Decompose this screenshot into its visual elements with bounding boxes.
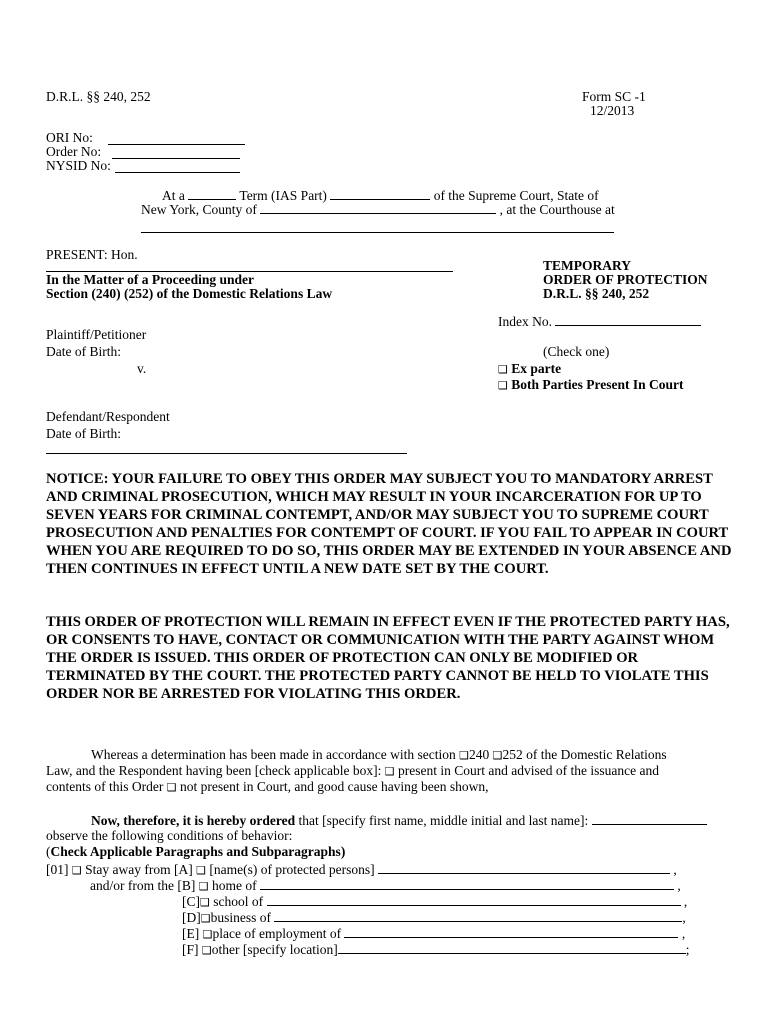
text: that [specify first name, middle initial and last name]: bbox=[298, 813, 589, 828]
courthouse-field[interactable] bbox=[141, 232, 614, 233]
court-line-1 bbox=[162, 188, 599, 203]
ori-label: ORI No: bbox=[46, 130, 93, 145]
text: At a bbox=[162, 188, 185, 203]
text: [E] bbox=[182, 926, 200, 941]
text: home of bbox=[211, 878, 257, 893]
title-line-3: D.R.L. §§ 240, 252 bbox=[543, 286, 650, 301]
check-heading bbox=[46, 845, 345, 859]
text: , bbox=[682, 910, 686, 925]
title-line-2: ORDER OF PROTECTION bbox=[543, 272, 708, 287]
item-c bbox=[182, 894, 687, 910]
text: , bbox=[673, 862, 677, 877]
text: Now, therefore, it is hereby ordered bbox=[91, 813, 296, 828]
text: business of bbox=[210, 910, 271, 925]
whereas-line-3 bbox=[46, 780, 489, 795]
plaintiff-label: Plaintiff/Petitioner bbox=[46, 327, 147, 342]
home-field[interactable] bbox=[260, 878, 674, 890]
item-01 bbox=[46, 862, 677, 878]
versus: v. bbox=[137, 361, 147, 376]
item-e bbox=[182, 926, 685, 942]
text: [name(s) of protected persons] bbox=[209, 862, 375, 877]
county-field[interactable] bbox=[260, 202, 496, 214]
text: 252 of the Domestic Relations bbox=[502, 747, 667, 762]
checkbox-01[interactable]: ❑ bbox=[71, 864, 82, 877]
text: , bbox=[683, 894, 688, 909]
text: Term (IAS Part) bbox=[239, 188, 327, 203]
text: other [specify location] bbox=[211, 942, 338, 957]
title-line-1: TEMPORARY bbox=[543, 258, 632, 273]
check-one-label: (Check one) bbox=[543, 344, 610, 359]
text: Whereas a determination has been made in accordance with section bbox=[91, 747, 456, 762]
employment-field[interactable] bbox=[344, 926, 678, 938]
whereas-line-1 bbox=[91, 748, 667, 763]
text: , bbox=[677, 878, 681, 893]
ias-part-field[interactable] bbox=[330, 188, 430, 200]
text: and/or from the [B] bbox=[90, 878, 196, 893]
item-b bbox=[90, 878, 681, 894]
plaintiff-dob: Date of Birth: bbox=[46, 344, 121, 359]
checkbox-d[interactable]: ❑ bbox=[200, 912, 211, 925]
text: 240 bbox=[468, 747, 490, 762]
present-label: PRESENT: Hon. bbox=[46, 247, 138, 262]
item-f bbox=[182, 942, 689, 958]
text: Check Applicable Paragraphs and Subparagraphs) bbox=[50, 844, 346, 859]
text: contents of this Order bbox=[46, 779, 164, 794]
ex-parte-option[interactable] bbox=[498, 362, 561, 377]
checkbox-c[interactable]: ❑ bbox=[200, 896, 210, 909]
text: New York, County of bbox=[141, 202, 257, 217]
checkbox-240[interactable]: ❑ bbox=[459, 749, 469, 762]
other-location-field[interactable] bbox=[338, 942, 686, 954]
both-parties-option[interactable] bbox=[498, 378, 683, 393]
text: school of bbox=[213, 894, 264, 909]
text: ; bbox=[685, 942, 690, 957]
text: not present in Court, and good cause having been shown, bbox=[179, 779, 489, 794]
checkbox-icon[interactable]: ❑ bbox=[498, 379, 508, 392]
matter-line-2: Section (240) (252) of the Domestic Relations Law bbox=[46, 286, 333, 301]
index-label: Index No. bbox=[498, 314, 552, 329]
checkbox-f[interactable]: ❑ bbox=[201, 944, 212, 957]
checkbox-a[interactable]: ❑ bbox=[196, 864, 206, 877]
statute-ref: D.R.L. §§ 240, 252 bbox=[46, 89, 151, 104]
form-date: 12/2013 bbox=[590, 103, 635, 118]
defendant-label: Defendant/Respondent bbox=[46, 409, 170, 424]
school-field[interactable] bbox=[267, 894, 681, 906]
text: , bbox=[681, 926, 686, 941]
checkbox-252[interactable]: ❑ bbox=[492, 749, 503, 762]
text: ( bbox=[46, 844, 51, 859]
checkbox-not-present[interactable]: ❑ bbox=[166, 781, 177, 794]
text: Ex parte bbox=[511, 361, 562, 376]
ordered-line-1 bbox=[91, 813, 707, 828]
text: Stay away from [A] bbox=[85, 862, 193, 877]
text: present in Court and advised of the issuance and bbox=[398, 763, 659, 778]
checkbox-present[interactable]: ❑ bbox=[384, 765, 395, 778]
notice-paragraph-1: NOTICE: YOUR FAILURE TO OBEY THIS ORDER MAY SUBJECT YOU TO MANDATORY ARREST AND CRIMINAL PROSECUTION, WHICH MAY RESULT IN YOUR INCARCERATION FOR UP TO SEVEN YEARS FOR CRIMINAL CONTEMPT, AND/OR MAY SUBJECT YOU TO SUPREME COURT PROSECUTION AND PENALTIES FOR CONTEMPT OF COURT. IF YOU FAIL TO APPEAR IN COURT WHEN YOU ARE REQUIRED TO DO SO, THIS ORDER MAY BE EXTENDED IN YOUR ABSENCE AND THEN CONTINUES IN EFFECT UNTIL A NEW DATE SET BY THE COURT. bbox=[46, 471, 732, 577]
text: , at the Courthouse at bbox=[499, 202, 615, 217]
text: Law, and the Respondent having been [check applicable box]: bbox=[46, 763, 382, 778]
ori-field[interactable] bbox=[108, 144, 245, 145]
nysid-field[interactable] bbox=[115, 172, 240, 173]
text: [C] bbox=[182, 894, 200, 909]
index-field[interactable] bbox=[555, 314, 701, 326]
order-label: Order No: bbox=[46, 144, 102, 159]
matter-line-1: In the Matter of a Proceeding under bbox=[46, 272, 254, 287]
protected-persons-field[interactable] bbox=[378, 862, 670, 874]
text: Both Parties Present In Court bbox=[511, 377, 684, 392]
business-field[interactable] bbox=[274, 910, 682, 922]
checkbox-e[interactable]: ❑ bbox=[202, 928, 213, 941]
text: [01] bbox=[46, 862, 69, 877]
text: [F] bbox=[182, 942, 199, 957]
term-field[interactable] bbox=[188, 188, 236, 200]
text: of the Supreme Court, State of bbox=[433, 188, 599, 203]
whereas-line-2 bbox=[46, 764, 659, 779]
divider bbox=[46, 453, 407, 454]
notice-paragraph-2: THIS ORDER OF PROTECTION WILL REMAIN IN EFFECT EVEN IF THE PROTECTED PARTY HAS, OR CONSENTS TO HAVE, CONTACT OR COMMUNICATION WITH THE PARTY AGAINST WHOM THE ORDER IS ISSUED. THIS ORDER OF PROTECTION CAN ONLY BE MODIFIED OR TERMINATED BY THE COURT. THE PROTECTED PARTY CANNOT BE HELD TO VIOLATE THIS ORDER NOR BE ARRESTED FOR VIOLATING THIS ORDER. bbox=[46, 614, 730, 702]
item-d bbox=[182, 910, 686, 926]
form-number: Form SC -1 bbox=[582, 89, 646, 104]
index-number bbox=[498, 314, 701, 329]
nysid-label: NYSID No: bbox=[46, 158, 111, 173]
court-line-2 bbox=[141, 202, 615, 217]
text: [D] bbox=[182, 910, 201, 925]
order-field[interactable] bbox=[112, 158, 240, 159]
checkbox-b[interactable]: ❑ bbox=[198, 880, 209, 893]
respondent-name-field[interactable] bbox=[592, 813, 707, 825]
checkbox-icon[interactable]: ❑ bbox=[498, 363, 508, 376]
text: place of employment of bbox=[212, 926, 342, 941]
defendant-dob: Date of Birth: bbox=[46, 426, 121, 441]
ordered-line-2: observe the following conditions of behavior: bbox=[46, 828, 293, 843]
